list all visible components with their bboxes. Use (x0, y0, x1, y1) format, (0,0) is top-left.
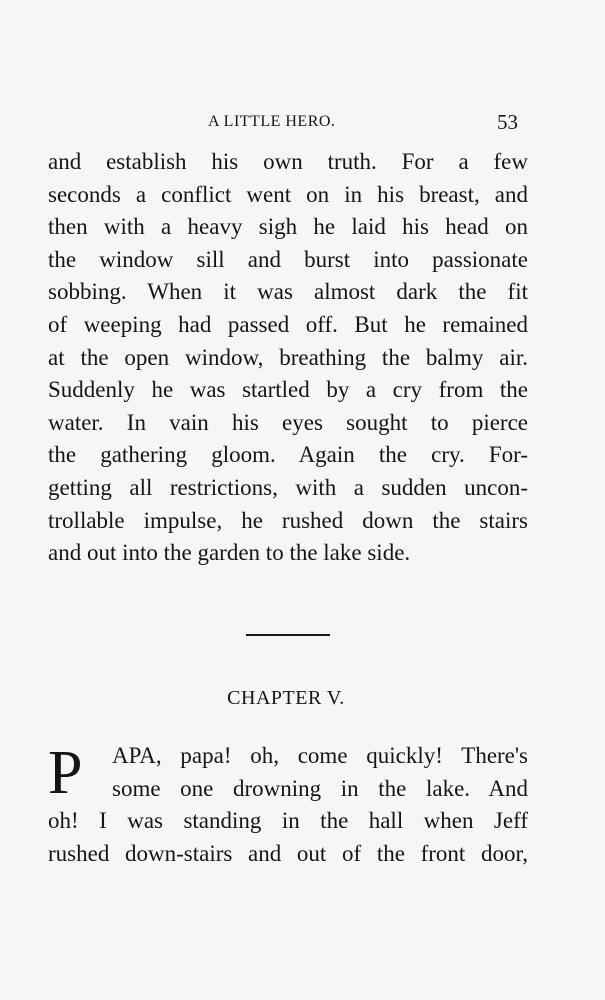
text-line: of weeping had passed off. But he remained (48, 311, 528, 337)
text-line: the gathering gloom. Again the cry. For- (48, 442, 528, 468)
text-line: at the open window, breathing the balmy air. (48, 344, 528, 370)
text-line: sobbing. When it was almost dark the fit (48, 279, 528, 305)
text-line: trollable impulse, he rushed down the stairs (48, 507, 528, 533)
running-title: A LITTLE HERO. (208, 113, 336, 130)
page-number: 53 (497, 110, 518, 134)
text-line: then with a heavy sigh he laid his head on (48, 214, 528, 240)
chapter-paragraph (48, 740, 528, 870)
section-divider (246, 634, 330, 636)
text-line: seconds a conflict went on in his breast, and (48, 181, 528, 207)
text-line: and out into the garden to the lake side. (48, 540, 411, 566)
text-line: and establish his own truth. For a few (48, 149, 528, 174)
text-line: APA, papa! oh, come quickly! There's (112, 743, 528, 768)
text-line: rushed down-stairs and out of the front door, (48, 840, 528, 866)
drop-cap: P (48, 739, 83, 807)
text-line: Suddenly he was startled by a cry from the (48, 377, 528, 403)
text-line: oh! I was standing in the hall when Jeff (48, 808, 528, 834)
running-head (48, 110, 520, 140)
chapter-heading: CHAPTER V. (227, 687, 345, 709)
text-line: getting all restrictions, with a sudden uncon- (48, 474, 528, 500)
text-line: some one drowning in the lake. And (112, 775, 528, 801)
text-line: water. In vain his eyes sought to pierce (48, 409, 528, 435)
body-paragraph (48, 146, 528, 570)
text-line: the window sill and burst into passionate (48, 246, 528, 272)
